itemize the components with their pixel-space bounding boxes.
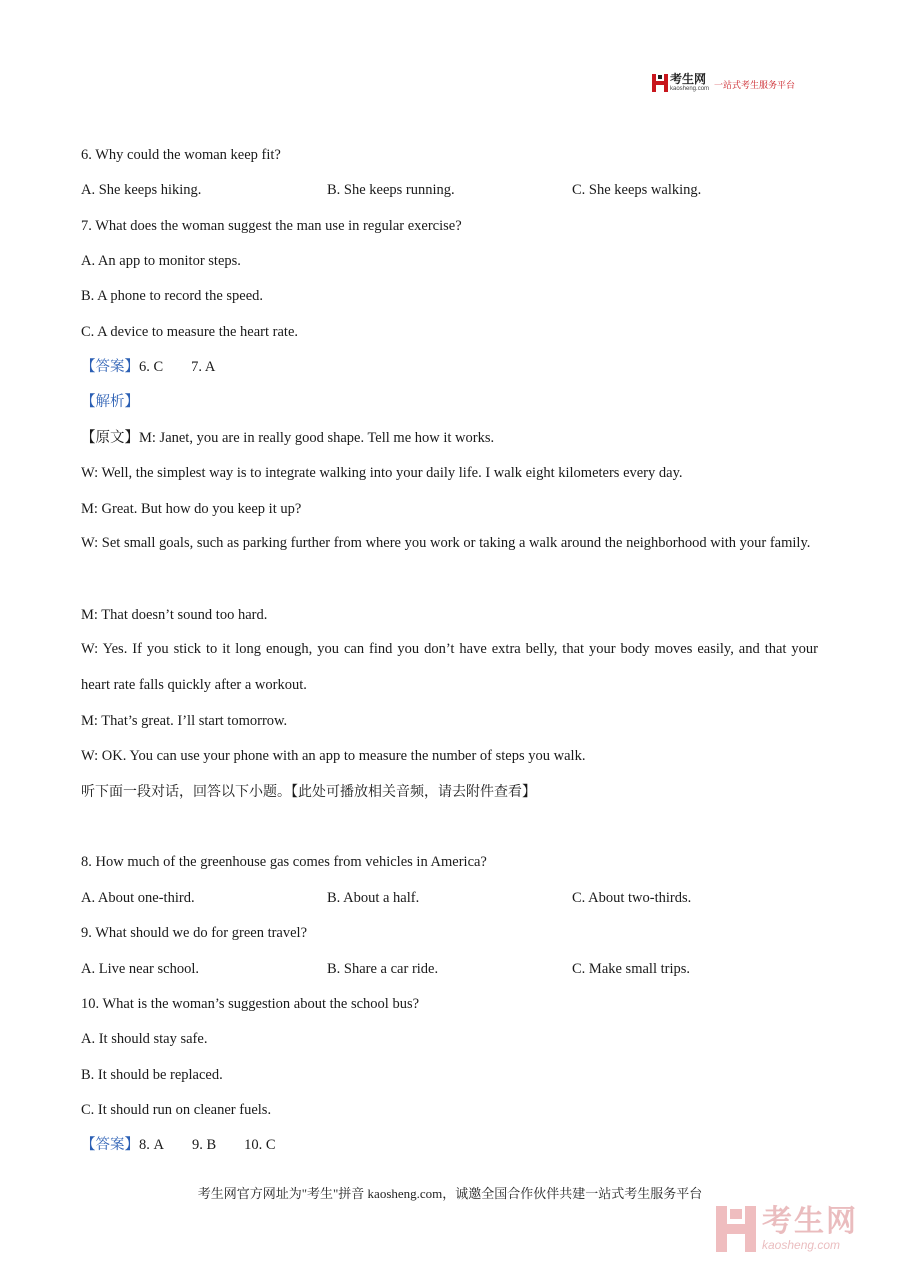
header-logo — [652, 73, 795, 92]
question-9: 9. What should we do for green travel? — [81, 925, 308, 941]
watermark-url: kaosheng.com — [762, 1238, 841, 1252]
option-c: C. About two-thirds. — [572, 890, 692, 906]
option-b: B. About a half. — [327, 890, 420, 906]
answer-8: 8. A — [139, 1137, 164, 1153]
option-a: A. She keeps hiking. — [81, 182, 202, 198]
logo-name: 考生网 — [670, 72, 707, 86]
transcript-line: M: Great. But how do you keep it up? — [81, 501, 302, 517]
answer-line-1 — [81, 358, 215, 376]
option-a: A. It should stay safe. — [81, 1031, 208, 1047]
answer-line-2 — [81, 1136, 276, 1154]
question-10: 10. What is the woman’s suggestion about the school bus? — [81, 996, 420, 1012]
answer-tag: 【答案】 — [81, 1137, 139, 1153]
logo-url: kaosheng.com — [670, 86, 710, 92]
transcript-line: W: OK. You can use your phone with an app to measure the number of steps you walk. — [81, 748, 586, 764]
answer-9: 9. B — [191, 1137, 217, 1153]
header-slogan: 一站式考生服务平台 — [714, 81, 796, 91]
option-c: C. She keeps walking. — [572, 182, 702, 198]
watermark — [716, 1206, 858, 1252]
answer-10: 10. C — [244, 1137, 276, 1153]
transcript-line: M: Janet, you are in really good shape. Tell me how it works. — [139, 430, 495, 446]
option-a: A. Live near school. — [81, 961, 199, 977]
option-b: B. She keeps running. — [327, 182, 455, 198]
question-6: 6. Why could the woman keep fit? — [81, 147, 281, 163]
option-c: C. It should run on cleaner fuels. — [81, 1102, 272, 1118]
transcript-line: W: Well, the simplest way is to integrate walking into your daily life. I walk eight kilometers every day. — [81, 465, 683, 481]
kaosheng-watermark-icon — [716, 1206, 756, 1252]
transcript-line: W: Set small goals, such as parking further from where you work or taking a walk around the neighborhood with your family. — [81, 535, 811, 552]
listening-instruction: 听下面一段对话，回答以下小题。【此处可播放相关音频，请去附件查看】 — [81, 784, 536, 800]
option-b: B. It should be replaced. — [81, 1067, 223, 1083]
option-c: C. Make small trips. — [572, 961, 691, 977]
kaosheng-logo-icon — [652, 74, 668, 92]
analysis-tag: 【解析】 — [81, 394, 139, 410]
page-footer: 考生网官方网址为"考生"拼音 kaosheng.com，诚邀全国合作伙伴共建一站式考生服务平台 — [197, 1186, 703, 1201]
option-b: B. A phone to record the speed. — [81, 288, 264, 304]
option-a: A. About one-third. — [81, 890, 195, 906]
transcript-first-line — [81, 429, 494, 447]
transcript-line: W: Yes. If you stick to it long enough, you can find you don’t have extra belly, that your body moves easily, and that your heart rate falls quickly after a workout. — [81, 641, 818, 693]
answer-tag: 【答案】 — [81, 359, 139, 375]
answer-6: 6. C — [139, 359, 164, 375]
option-c: C. A device to measure the heart rate. — [81, 324, 299, 340]
transcript-line: M: That doesn’t sound too hard. — [81, 607, 268, 623]
watermark-name: 考生网 — [762, 1204, 858, 1239]
transcript-tag: 【原文】 — [81, 430, 139, 446]
option-b: B. Share a car ride. — [327, 961, 439, 977]
answer-7: 7. A — [191, 359, 216, 375]
question-7: 7. What does the woman suggest the man use in regular exercise? — [81, 218, 462, 234]
question-8: 8. How much of the greenhouse gas comes from vehicles in America? — [81, 854, 487, 870]
transcript-line: M: That’s great. I’ll start tomorrow. — [81, 713, 288, 729]
option-a: A. An app to monitor steps. — [81, 253, 241, 269]
